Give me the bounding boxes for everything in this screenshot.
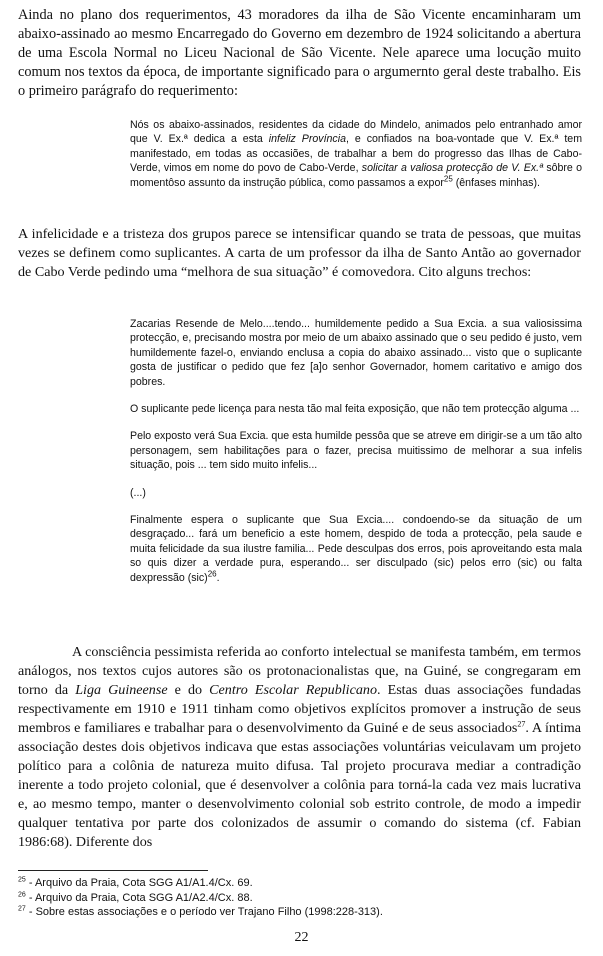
- paragraph-3: [18, 643, 581, 852]
- block-quote-2: [130, 317, 582, 598]
- quote1-text-a: Nós os abaixo-assinados, residentes da cidade do Mindelo, animados pelo entranhado amor que V. Ex.ª dedica a esta: [130, 119, 582, 146]
- footnote-ref-25: 25: [443, 174, 453, 184]
- quote2-passage-5-end: .: [216, 571, 220, 584]
- page-number: 22: [294, 930, 309, 945]
- para3-text-d: . A íntima associação destes dois objetivos indicava que estas associações voluntárias veiculavam um projeto político para a colônia de natureza muito difusa. Tal projeto procurava mediar a contradição inerente a todo projeto colonial, que é desenvolver a colônia para torná-la cada vez mais lucrativa e, ao mesmo tempo, manter o desenvolvimento colonial sob estrito controle, de modo a impedir qualquer tentativa por parte dos colonizados de assumir o comando do sistema (cf. Fabian 1986:68). Diferente dos: [18, 720, 581, 850]
- quote2-passage-2: O suplicante pede licença para nesta tão mal feita exposição, que não tem protecção alguma ...: [130, 403, 580, 416]
- quote2-passage-1: Zacarias Resende de Melo....tendo... humildemente pedido a Sua Excia. a sua valiosissima protecção, e, precisando mostra por meio de um abaixo assinado que o seu pedido é justo, vem humildemente fazel-o, enviando enclusa a copia do abaixo assinado... visto que o suplicante gosta de justificar o pedido que fez [a]o senhor Governador, homem caritativo e amigo dos pobres.: [130, 318, 582, 388]
- para3-text-a: A consciência pessimista referida ao conforto intelectual se manifesta também, em termos análogos, nos textos cujos autores são os protonacionalistas que, na Guiné, se congregaram em torno da: [18, 644, 581, 698]
- block-quote-1: [130, 118, 582, 190]
- paragraph-1: Ainda no plano dos requerimentos, 43 moradores da ilha de São Vicente encaminharam um abaixo-assinado ao mesmo Encarregado do Governo em dezembro de 1924 solicitando a abertura de uma Escola Normal no Liceu Nacional de São Vicente. Nele aparece uma locução muito comum nos textos da época, de importante significado para o argumernto geral deste trabalho. Eis o primeiro parágrafo do requerimento:: [18, 7, 581, 99]
- footnote-27: [18, 905, 581, 920]
- quote2-passage-3: Pelo exposto verá Sua Excia. que esta humilde pessôa que se atreve em dirigir-se a um tão alto personagem, sem habilitações para o fazer, precisa muitissimo de melhorar a sua infelis situação, pois ... tem sido muito infelis...: [130, 430, 582, 472]
- footnote-26: [18, 891, 581, 906]
- footnote-number: 27: [18, 905, 26, 913]
- quote1-text-b: , e confiados na boa-vontade que V. Ex.ª tem manifestado, em todas as occasiões, de trabalhar a bem do progresso das Ilhas de Cabo-Verde, vimos em nome do povo de Cabo-Verde,: [130, 133, 583, 175]
- footnote-separator: [18, 870, 208, 871]
- quote1-emphasis-b: solicitar a valiosa protecção de V. Ex.ª: [361, 162, 544, 175]
- footnote-25: [18, 876, 581, 891]
- footnote-ref-26: 26: [207, 569, 217, 579]
- footnote-number: 26: [18, 890, 26, 898]
- quote1-emphasis-a: infeliz Província: [268, 133, 346, 146]
- para3-text-c: . Estas duas associações fundadas respectivamente em 1910 e 1911 tinham como objetivos explícitos promover a instrução de seus membros e familiares e trabalhar para o desenvolvimento da Guiné e de seus associados: [18, 682, 581, 736]
- quote2-passage-5: [130, 513, 582, 585]
- footnotes: [18, 876, 581, 920]
- quote2-passage-5-text: Finalmente espera o suplicante que Sua Excia.... condoendo-se da situação de um desgraçado... fará um beneficio a este homem, despido de toda a protecção, pela saude e muita felicidade da sua ilustre familia... Pede desculpas dos erros, pois aproveitando esta mala so quis dizer a verdade pura, esperando... ser disculpado (sic) pelos erro (sic) ou falta dexpressão (sic): [130, 514, 582, 584]
- para3-emphasis-b: Centro Escolar Republicano: [209, 682, 377, 698]
- footnote-text: - Arquivo da Praia, Cota SGG A1/A1.4/Cx. 69.: [25, 877, 253, 889]
- paragraph-2: A infelicidade e a tristeza dos grupos parece se intensificar quando se trata de pessoas, que muitas vezes se definem como suplicantes. A carta de um professor da ilha de Santo Antão ao governador de Cabo Verde pedindo uma “melhora de sua situação” é comovedora. Cito alguns trechos:: [18, 226, 581, 280]
- quote2-passage-4: (...): [130, 486, 146, 499]
- footnote-text: - Arquivo da Praia, Cota SGG A1/A2.4/Cx. 88.: [25, 891, 253, 904]
- footnote-ref-27: 27: [517, 719, 526, 729]
- para3-emphasis-a: Liga Guineense: [75, 682, 168, 698]
- footnote-text: - Sobre estas associações e o período ver Trajano Filho (1998:228-313).: [25, 906, 383, 918]
- quote1-text-d: (ênfases minhas).: [452, 176, 540, 189]
- footnote-number: 25: [18, 876, 26, 884]
- para3-text-b: e do: [167, 682, 210, 698]
- quote1-text-c: sôbre o momentôso assunto da instrução pública, como passamos a expor: [130, 162, 582, 189]
